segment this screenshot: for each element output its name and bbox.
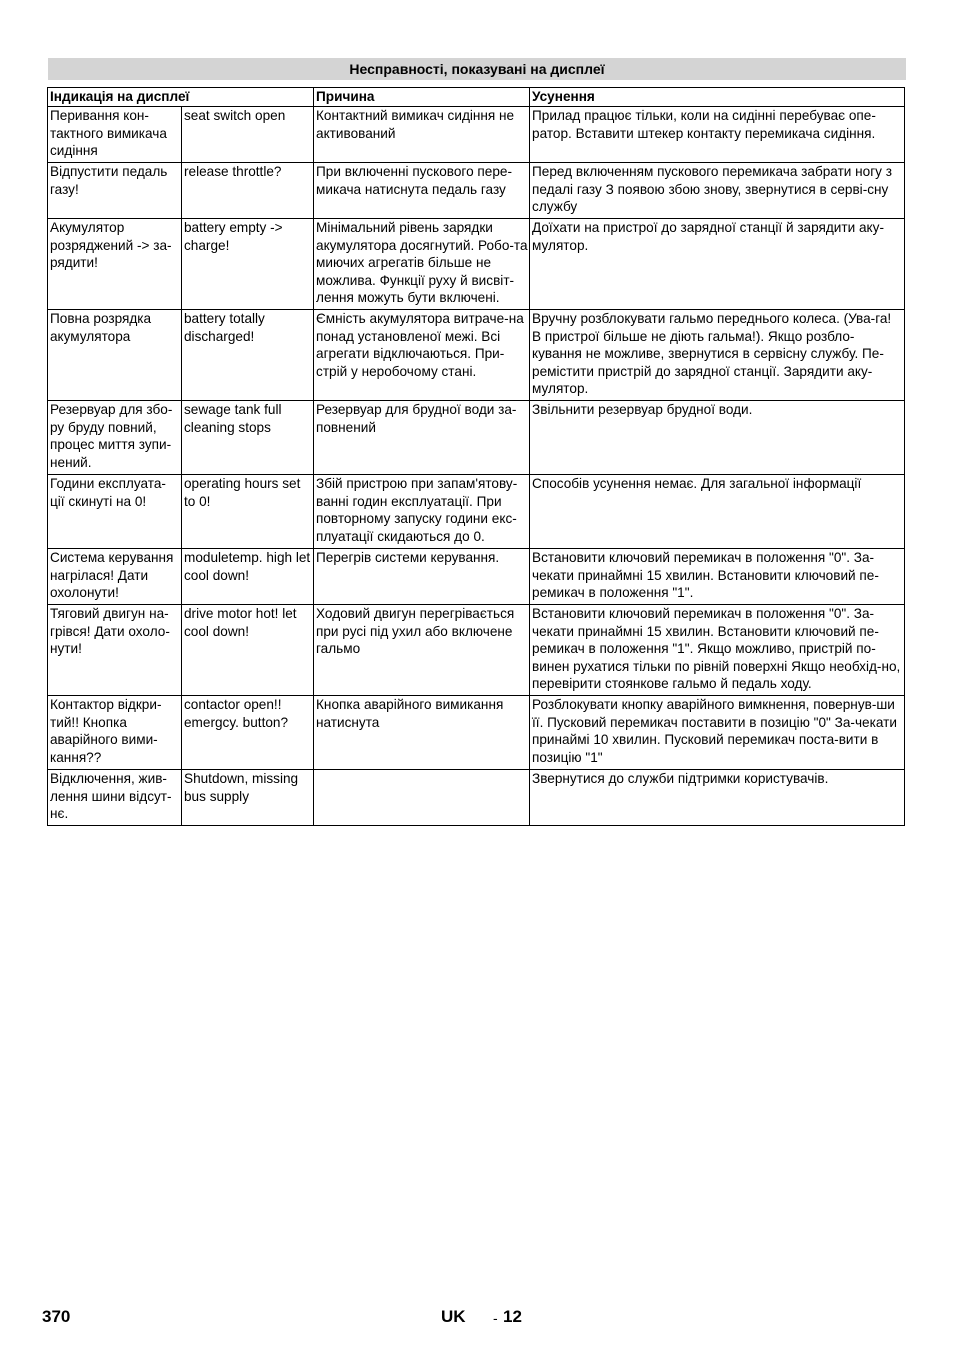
remedy-cell: Звільнити резервуар брудної води. [530, 401, 905, 475]
display-cell: Резервуар для збо-ру бруду повний, процес миття зупи-нений. [48, 401, 182, 475]
header-cause: Причина [314, 88, 530, 107]
remedy-cell: Вручну розблокувати гальмо переднього колеса. (Ува-га! В пристрої більше не діють гальма!). Якщо розбло-кування не можливе, звернутися в сервісну службу. Пе-ремістити пристрій до зарядної станції. Зарядити аку-мулятор. [530, 310, 905, 401]
table-header-row [48, 88, 905, 107]
cause-cell: Перегрів системи керування. [314, 549, 530, 605]
cause-cell: Ходовий двигун перегрівається при русі під ухил або включене гальмо [314, 605, 530, 696]
remedy-cell: Перед включенням пускового перемикача забрати ногу з педалі газу З появою збою знову, звернутися в серві-сну службу [530, 163, 905, 219]
code-cell: battery totally discharged! [182, 310, 314, 401]
table-row [48, 696, 905, 770]
code-cell: Shutdown, missing bus supply [182, 770, 314, 826]
table-row [48, 770, 905, 826]
display-cell: Акумулятор розряджений -> за-рядити! [48, 219, 182, 310]
table-row [48, 401, 905, 475]
code-cell: drive motor hot! let cool down! [182, 605, 314, 696]
remedy-cell: Доїхати на пристрої до зарядної станції й зарядити аку-мулятор. [530, 219, 905, 310]
table-row [48, 549, 905, 605]
code-cell: moduletemp. high let cool down! [182, 549, 314, 605]
code-cell: contactor open!! emergcy. button? [182, 696, 314, 770]
cause-cell: Контактний вимикач сидіння не активований [314, 107, 530, 163]
language-code: UK [441, 1307, 466, 1326]
cause-cell: Кнопка аварійного вимикання натиснута [314, 696, 530, 770]
display-cell: Перивання кон-тактного вимикача сидіння [48, 107, 182, 163]
display-cell: Повна розрядка акумулятора [48, 310, 182, 401]
cause-cell: Резервуар для брудної води за-повнений [314, 401, 530, 475]
table-row [48, 605, 905, 696]
cause-cell: Збій пристрою при запам'ятову-ванні годин експлуатації. При повторному запуску години екс-плуатації скидаються до 0. [314, 475, 530, 549]
display-cell: Відключення, жив-лення шини відсут-нє. [48, 770, 182, 826]
table-row [48, 219, 905, 310]
remedy-cell: Розблокувати кнопку аварійного вимкнення, повернув-ши її. Пусковий перемикач поставити в позицію "0" За-чекати принаймі 10 хвилин. Пусковий перемикач поста-вити в позицію "1" [530, 696, 905, 770]
remedy-cell: Встановити ключовий перемикач в положення "0". За-чекати принаймні 15 хвилин. Встановити ключовий пе-ремикач в положення "1". Якщо можливо, пристрій по-винен рухатися тільки по рівній поверхні Якщо необхід-но, перевірити стоянкове гальмо й педаль ходу. [530, 605, 905, 696]
table-row [48, 475, 905, 549]
code-cell: battery empty -> charge! [182, 219, 314, 310]
section-title: Несправності, показувані на дисплеї [48, 58, 906, 80]
table-row [48, 107, 905, 163]
cause-cell: Ємність акумулятора витраче-на понад установленої межі. Всі агрегати відключаються. При-стрій у неробочому стані. [314, 310, 530, 401]
remedy-cell: Прилад працює тільки, коли на сидінні перебуває опе-ратор. Вставити штекер контакту перемикача сидіння. [530, 107, 905, 163]
cause-cell: При включенні пускового пере-микача натиснута педаль газу [314, 163, 530, 219]
page-separator: - [493, 1310, 498, 1326]
code-cell: release throttle? [182, 163, 314, 219]
code-cell: seat switch open [182, 107, 314, 163]
remedy-cell: Способів усунення немає. Для загальної інформації [530, 475, 905, 549]
code-cell: operating hours set to 0! [182, 475, 314, 549]
sub-page-number: 12 [503, 1307, 522, 1326]
remedy-cell: Звернутися до служби підтримки користувачів. [530, 770, 905, 826]
display-cell: Години експлуата-ції скинуті на 0! [48, 475, 182, 549]
code-cell: sewage tank full cleaning stops [182, 401, 314, 475]
remedy-cell: Встановити ключовий перемикач в положення "0". За-чекати принаймні 15 хвилин. Встановити ключовий пе-ремикач в положення "1". [530, 549, 905, 605]
faults-table [47, 87, 905, 826]
header-display: Індикація на дисплеї [48, 88, 314, 107]
display-cell: Тяговий двигун на-грівся! Дати охоло-нути! [48, 605, 182, 696]
table-row [48, 163, 905, 219]
display-cell: Система керування нагрілася! Дати охолонути! [48, 549, 182, 605]
display-cell: Відпустити педаль газу! [48, 163, 182, 219]
header-remedy: Усунення [530, 88, 905, 107]
display-cell: Контактор відкри-тий!! Кнопка аварійного вими-кання?? [48, 696, 182, 770]
cause-cell: Мінімальний рівень зарядки акумулятора досягнутий. Робо-та миючих агрегатів більше не можлива. Функції руху й висвіт-лення можуть бути включені. [314, 219, 530, 310]
cause-cell [314, 770, 530, 826]
table-row [48, 310, 905, 401]
page-number: 370 [42, 1307, 71, 1326]
